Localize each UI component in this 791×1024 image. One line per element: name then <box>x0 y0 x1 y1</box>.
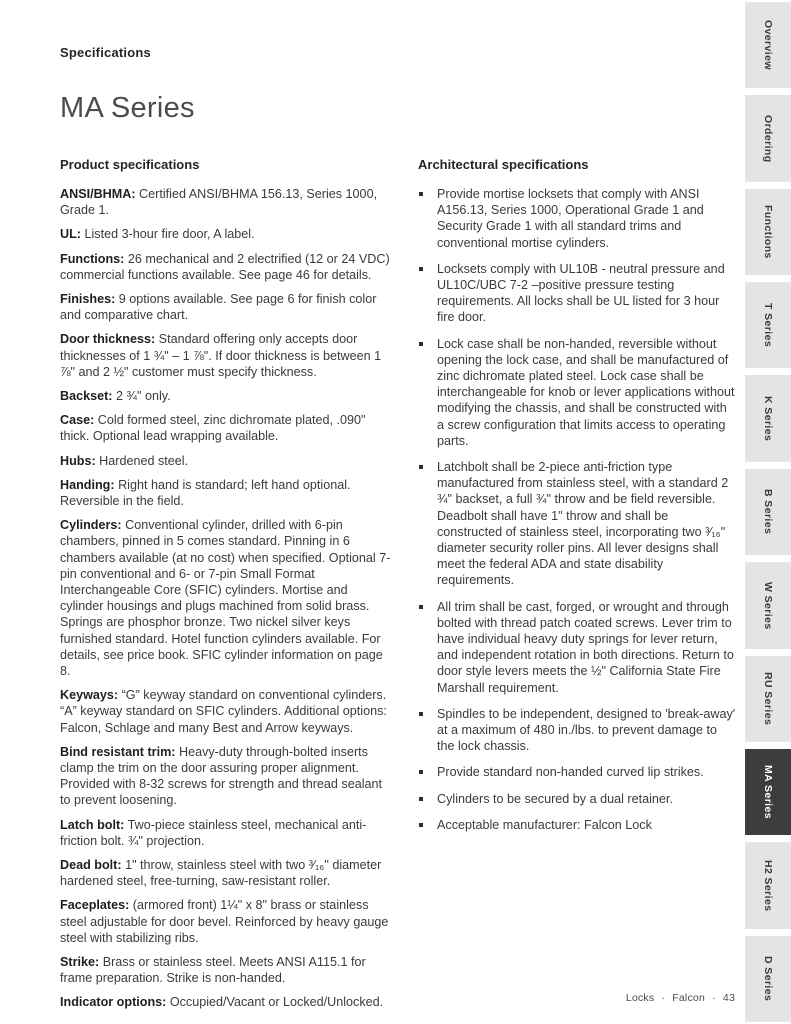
spec-label: Functions: <box>60 251 125 266</box>
sidebar-tab-label: D Series <box>762 956 774 1002</box>
spec-label: Keyways: <box>60 688 119 703</box>
product-specs-heading: Product specifications <box>60 156 200 172</box>
spec-item: UL: Listed 3-hour fire door, A label. <box>60 227 255 242</box>
spec-item: Functions: 26 mechanical and 2 electrified (12 or 24 VDC) commercial functions available. See page 46 for details. <box>60 251 390 282</box>
bullet-square-icon <box>419 797 423 801</box>
spec-label: Dead bolt: <box>60 858 122 872</box>
spec-item: Backset: 2 ¾" only. <box>60 388 171 403</box>
spec-label: UL: <box>60 227 81 242</box>
arch-spec-item <box>418 764 736 780</box>
arch-spec-item <box>418 336 736 449</box>
arch-spec-item <box>418 791 736 807</box>
bullet-square-icon <box>419 605 423 609</box>
sidebar-tab-label: B Series <box>762 489 774 535</box>
spec-label: Finishes: <box>60 291 116 306</box>
spec-label: Strike: <box>60 955 100 970</box>
spec-label: Door thickness: <box>60 332 156 347</box>
sidebar-tab-ma-series[interactable] <box>745 749 791 835</box>
sidebar-tab-label: T Series <box>762 303 774 348</box>
arch-spec-text: Lock case shall be non-handed, reversible without opening the lock case, and shall be manufactured of zinc dichromate plated steel. Lock case shall be interchangeable for knob or lever applications without modifying the chassis, and shall be constructed with a screw configuration that limits access to operating parts. <box>437 336 735 448</box>
spec-item: Cylinders: Conventional cylinder, drilled with 6-pin chambers, pinned in 5 comes standard. Pinning in 6 chambers available (at no cost) when specified. Optional 7-pin conventional and 6- or 7-pin Small Format Interchangeable Core (SFIC) cylinders. Mortise and cylinder housings and plugs machined from solid brass. Springs are phosphor bronze. Two nickel silver keys furnished standard. Hotel function cylinders available. For details, see price book. SFIC cylinder information on page 8. <box>60 518 391 678</box>
spec-item: Finishes: 9 options available. See page 6 for finish color and comparative chart. <box>60 291 377 323</box>
sidebar-tab-ru-series[interactable] <box>745 656 791 742</box>
sidebar-tab-label: Ordering <box>762 114 774 163</box>
spec-item: Door thickness: Standard offering only accepts door thicknesses of 1 ¾" – 1 ⅞". If door thickness is between 1 ⅞" and 2 ½" customer must specify thickness. <box>60 332 382 379</box>
arch-spec-item <box>418 599 736 696</box>
spec-label: Indicator options: <box>60 995 167 1010</box>
spec-label: Hubs: <box>60 453 96 468</box>
spec-label: Backset: <box>60 388 113 403</box>
spec-item: Hubs: Hardened steel. <box>60 453 189 468</box>
spec-item: Faceplates: (armored front) 1¼" x 8" brass or stainless steel adjustable for door bevel. Reinforced by heavy gauge steel with stabilizing ribs. <box>60 898 389 945</box>
architectural-specs-column <box>418 157 736 1019</box>
product-specs-list <box>60 186 392 1011</box>
sidebar-tab-k-series[interactable] <box>745 375 791 461</box>
spec-label: Faceplates: <box>60 898 130 913</box>
sidebar-tab-functions[interactable] <box>745 189 791 275</box>
spec-label: Handing: <box>60 477 115 492</box>
bullet-square-icon <box>419 712 423 716</box>
sidebar-tab-label: W Series <box>762 581 774 630</box>
bullet-square-icon <box>419 823 423 827</box>
sidebar-tab-ordering[interactable] <box>745 95 791 181</box>
sidebar-tab-label: MA Series <box>762 765 774 820</box>
arch-spec-item <box>418 186 736 251</box>
arch-spec-text: Locksets comply with UL10B - neutral pressure and UL10C/UBC 7-2 –positive pressure testing requirements. All locks shall be UL listed for 3 hour fire door. <box>437 261 725 325</box>
sidebar-tab-label: H2 Series <box>762 859 774 912</box>
section-eyebrow: Specifications <box>60 45 151 60</box>
sidebar-tab-label: K Series <box>762 396 774 442</box>
sidebar-tab-b-series[interactable] <box>745 469 791 555</box>
spec-label: Cylinders: <box>60 518 122 533</box>
spec-item: ANSI/BHMA: Certified ANSI/BHMA 156.13, Series 1000, Grade 1. <box>60 186 378 218</box>
sidebar-tab-t-series[interactable] <box>745 282 791 368</box>
arch-spec-item <box>418 706 736 755</box>
spec-item: Strike: Brass or stainless steel. Meets ANSI A115.1 for frame preparation. Strike is non-handed. <box>60 955 366 986</box>
page-content <box>60 0 736 1019</box>
arch-spec-item <box>418 261 736 326</box>
spec-item: Latch bolt: Two-piece stainless steel, mechanical anti-friction bolt. ¾" projection. <box>60 817 367 848</box>
spec-label: ANSI/BHMA: <box>60 186 136 201</box>
spec-label: Case: <box>60 413 95 428</box>
architectural-specs-heading: Architectural specifications <box>418 156 589 172</box>
bullet-square-icon <box>419 267 423 271</box>
sidebar-tab-label: Overview <box>762 20 774 71</box>
sidebar-tab-label: RU Series <box>762 672 774 726</box>
bullet-square-icon <box>419 342 423 346</box>
spec-label: Latch bolt: <box>60 817 125 832</box>
architectural-specs-list <box>418 186 736 833</box>
arch-spec-item <box>418 817 736 833</box>
arch-spec-text: Cylinders to be secured by a dual retainer. <box>437 791 673 806</box>
page-title: MA Series <box>60 92 195 124</box>
sidebar-tab-d-series[interactable] <box>745 936 791 1022</box>
arch-spec-text: Provide mortise locksets that comply with ANSI A156.13, Series 1000, Operational Grade 1 and Security Grade 1 with all standard trims and conventional mortise cylinders. <box>437 186 704 250</box>
spec-label: Bind resistant trim: <box>60 744 176 759</box>
spec-item: Keyways: “G” keyway standard on conventional cylinders. “A” keyway standard on SFIC cylinders. Additional options: Falcon, Schlage and many Best and Arrow keyways. <box>60 688 387 735</box>
spec-item: Case: Cold formed steel, zinc dichromate plated, .090" thick. Optional lead wrapping available. <box>60 413 366 444</box>
spec-item: Handing: Right hand is standard; left hand optional. Reversible in the field. <box>60 477 351 508</box>
spec-item: Dead bolt: 1" throw, stainless steel with two ³⁄₁₆" diameter hardened steel, free-turning, saw-resistant roller. <box>60 858 382 889</box>
sidebar-tab-w-series[interactable] <box>745 562 791 648</box>
bullet-square-icon <box>419 770 423 774</box>
bullet-square-icon <box>419 192 423 196</box>
arch-spec-text: Provide standard non-handed curved lip strikes. <box>437 765 704 780</box>
sidebar-tab-label: Functions <box>762 205 774 259</box>
sidebar-tab-overview[interactable] <box>745 2 791 88</box>
sidebar-tab-h2-series[interactable] <box>745 842 791 928</box>
spec-columns <box>60 157 736 1019</box>
arch-spec-text: Acceptable manufacturer: Falcon Lock <box>437 817 652 832</box>
section-tab-sidebar <box>745 0 791 1024</box>
arch-spec-text: Spindles to be independent, designed to 'break-away' at a maximum of 480 in./lbs. to prevent damage to the lock chassis. <box>437 706 736 754</box>
bullet-square-icon <box>419 465 423 469</box>
page-footer: Locks · Falcon · 43 <box>625 992 735 1004</box>
spec-item: Bind resistant trim: Heavy-duty through-bolted inserts clamp the trim on the door assuring proper alignment. Provided with 8-32 screws for strength and thread sealant to prevent loosening. <box>60 744 383 808</box>
arch-spec-text: All trim shall be cast, forged, or wrought and through bolted with thread patch coated screws. Lever trim to have individual heavy duty springs for lever return, and independent rotation in both directions. Return to door style levers meets the ½" California State Fire Marshall requirement. <box>437 599 734 695</box>
spec-item: Indicator options: Occupied/Vacant or Locked/Unlocked. <box>60 995 384 1010</box>
product-specs-column <box>60 157 392 1019</box>
arch-spec-text: Latchbolt shall be 2-piece anti-friction type manufactured from stainless steel, with a standard 2 ¾" backset, a full ¾" throw and be field reversible. Deadbolt shall have 1" throw and shall be constructed of stainless steel, incorporating two ³⁄₁₆" diameter security roller pins. All lever designs shall meet the federal ADA and state disability requirements. <box>437 459 729 588</box>
arch-spec-item <box>418 459 736 589</box>
